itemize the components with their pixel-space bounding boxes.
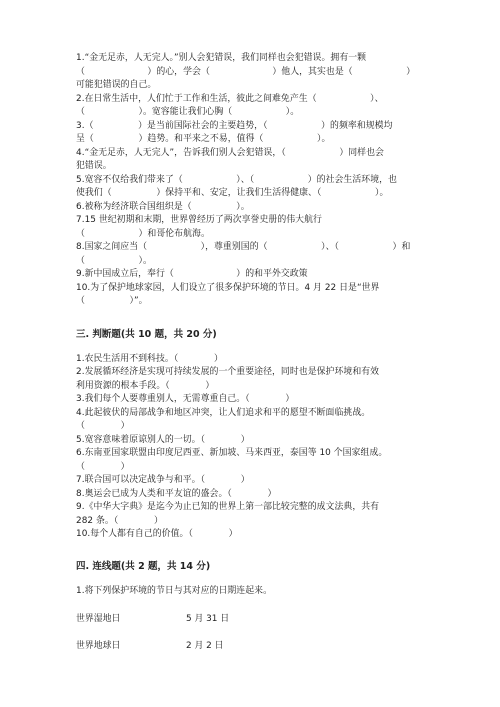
judgment-line: 利用资源的根本手段。（ ）	[76, 380, 215, 391]
fill-in-section	[76, 52, 432, 309]
fill-in-line: 9.新中国成立后，奉行（ ）的和平外交政策	[76, 269, 308, 279]
judgment-line: 10.每个人都有自己的价值。（ ）	[76, 529, 238, 539]
matching-instruction: 1.将下列保护环境的节日与其对应的日期连起来。	[76, 585, 272, 596]
fill-in-line: 可能犯错误的自己。	[76, 80, 157, 90]
judgment-line: 3.我们每个人要尊重别人，无需尊重自己。（ ）	[76, 394, 295, 404]
fill-in-line: 5.宽容不仅给我们带来了（ ）、（ ）的社会生活环境，也	[76, 174, 397, 185]
judgment-line: 9.《中华大字典》是迄今为止已知的世界上第一部比较完整的成文法典，共有	[76, 502, 380, 512]
section-spacer	[76, 574, 432, 585]
section-spacer	[76, 627, 432, 640]
match-right-item[interactable]: 2 月 2 日	[186, 640, 224, 651]
fill-in-line: 8.国家之间应当（ ），尊重别国的（ ）、（ ）和	[76, 242, 411, 252]
judgment-line: 4.此起彼伏的局部战争和地区冲突，让人们追求和平的愿望不断面临挑战。	[76, 407, 371, 418]
fill-in-line: （ ）。	[76, 255, 152, 266]
fill-in-line: 2.在日常生活中，人们忙于工作和生活，彼此之间难免产生（ ）、	[76, 93, 384, 104]
judgment-section	[76, 328, 432, 542]
judgment-line: （ ）	[76, 421, 130, 431]
judgment-line: 282 条。（ ）	[76, 515, 163, 526]
fill-in-line: 3.（ ）是当前国际社会的主要趋势，（ ）的频率和规模均	[76, 120, 393, 131]
judgment-line: （ ）	[76, 461, 130, 472]
exam-content	[76, 52, 432, 653]
fill-in-line: 使我们（ ）保持平和、安定，让我们生活得健康、（ ）。	[76, 188, 389, 198]
judgment-line: 2.发展循环经济是实现可持续发展的一个重要途径，同时也是保护环境和有效	[76, 367, 380, 377]
fill-in-line: （ ）”。	[76, 296, 148, 306]
match-row	[76, 613, 432, 627]
judgment-line: 5.宽容意味着原谅别人的一切。（ ）	[76, 434, 250, 445]
match-left-item[interactable]: 世界地球日	[76, 640, 121, 651]
section-spacer	[76, 342, 432, 353]
fill-in-line: （ ）。宽容能让我们心胸（ ）。	[76, 107, 300, 117]
fill-in-line: （ ）的心，学会（ ）他人，其实也是（ ）	[76, 66, 416, 77]
section-title: 三. 判断题(共 10 题，共 20 分)	[76, 328, 217, 340]
fill-in-line: 呈（ ）趋势。和平来之不易，值得（ ）。	[76, 134, 331, 144]
section-spacer	[76, 542, 432, 560]
match-left-item[interactable]: 世界湿地日	[76, 614, 121, 624]
fill-in-line: 6.被称为经济联合国组织是（ ）。	[76, 201, 250, 212]
judgment-line: 6.东南亚国家联盟由印度尼西亚、新加坡、马来西亚，泰国等 10 个国家组成。	[76, 448, 388, 458]
fill-in-line: （ ）和哥伦布航海。	[76, 228, 210, 239]
match-row	[76, 640, 432, 654]
judgment-line: 1.农民生活用不到科技。（ ）	[76, 353, 223, 364]
judgment-line: 7.联合国可以决定战争与和平。（ ）	[76, 475, 250, 485]
match-right-item[interactable]: 5 月 31 日	[186, 614, 230, 624]
section-spacer	[76, 598, 432, 613]
fill-in-line: 10.为了保护地球家园，人们设立了很多保护环境的节日。4 月 22 日是“世界	[76, 282, 380, 293]
section-spacer	[76, 309, 432, 328]
matching-section	[76, 560, 432, 654]
fill-in-line: 4.“金无足赤，人无完人”，告诉我们别人会犯错误，（ ）同样也会	[76, 147, 384, 158]
fill-in-line: 7.15 世纪初期和末期，世界曾经历了两次享誉史册的伟大航行	[76, 215, 322, 225]
fill-in-line: 犯错误。	[76, 161, 112, 171]
judgment-line: 8.奥运会已成为人类和平友谊的盛会。（ ）	[76, 488, 277, 499]
section-title: 四. 连线题(共 2 题，共 14 分)	[76, 560, 211, 572]
fill-in-line: 1.“金无足赤，人无完人。”别人会犯错误，我们同样也会犯错误。拥有一颗	[76, 53, 367, 63]
